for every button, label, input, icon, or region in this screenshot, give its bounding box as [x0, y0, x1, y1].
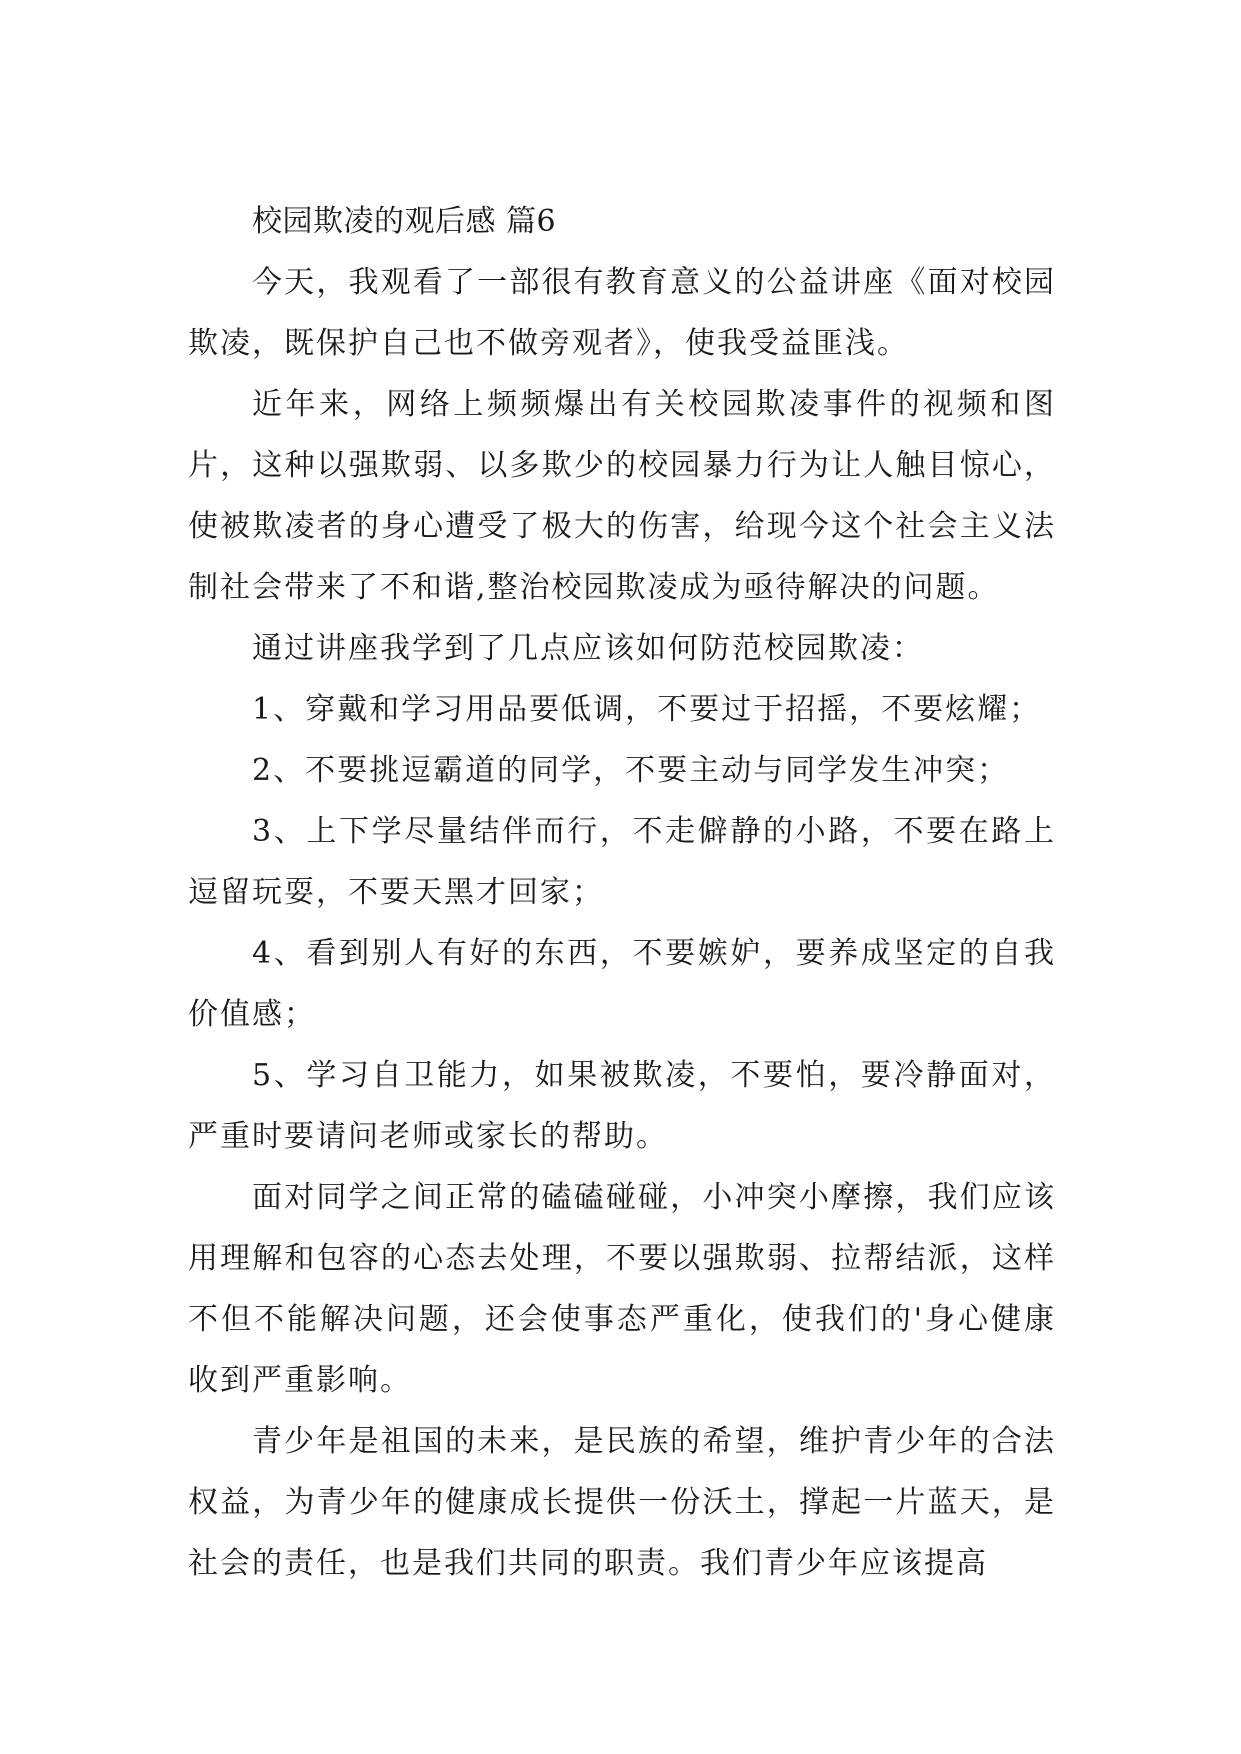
- document-title: 校园欺凌的观后感 篇6: [252, 204, 557, 239]
- paragraph-intro: 今天，我观看了一部很有教育意义的公益讲座《面对校园欺凌，既保护自己也不做旁观者》，使我受益匪浅。: [188, 265, 1056, 361]
- paragraph-conflict: 面对同学之间正常的磕磕碰碰，小冲突小摩擦，我们应该用理解和包容的心态去处理，不要以强欺弱、拉帮结派，这样不但不能解决问题，还会使事态严重化，使我们的'身心健康收到严重影响。: [188, 1180, 1056, 1398]
- paragraph-tip-3: 3、上下学尽量结伴而行，不走僻静的小路，不要在路上逗留玩耍，不要天黑才回家；: [188, 814, 1056, 910]
- paragraph-lessons-intro: 通过讲座我学到了几点应该如何防范校园欺凌：: [252, 631, 924, 666]
- paragraph-tip-5: 5、学习自卫能力，如果被欺凌，不要怕，要冷静面对，严重时要请问老师或家长的帮助。: [188, 1058, 1056, 1154]
- paragraph-tip-1: 1、穿戴和学习用品要低调，不要过于招摇，不要炫耀；: [252, 692, 1042, 727]
- paragraph-tip-4: 4、看到别人有好的东西，不要嫉妒，要养成坚定的自我价值感；: [188, 936, 1056, 1032]
- document-page: [188, 192, 1056, 1594]
- paragraph-background: 近年来，网络上频频爆出有关校园欺凌事件的视频和图片，这种以强欺弱、以多欺少的校园暴力行为让人触目惊心，使被欺凌者的身心遭受了极大的伤害，给现今这个社会主义法制社会带来了不和谐,整治校园欺凌成为亟待解决的问题。: [188, 387, 1056, 605]
- paragraph-tip-2: 2、不要挑逗霸道的同学，不要主动与同学发生冲突；: [252, 753, 1010, 788]
- paragraph-conclusion: 青少年是祖国的未来，是民族的希望，维护青少年的合法权益，为青少年的健康成长提供一份沃土，撑起一片蓝天，是社会的责任，也是我们共同的职责。我们青少年应该提高: [188, 1424, 1056, 1581]
